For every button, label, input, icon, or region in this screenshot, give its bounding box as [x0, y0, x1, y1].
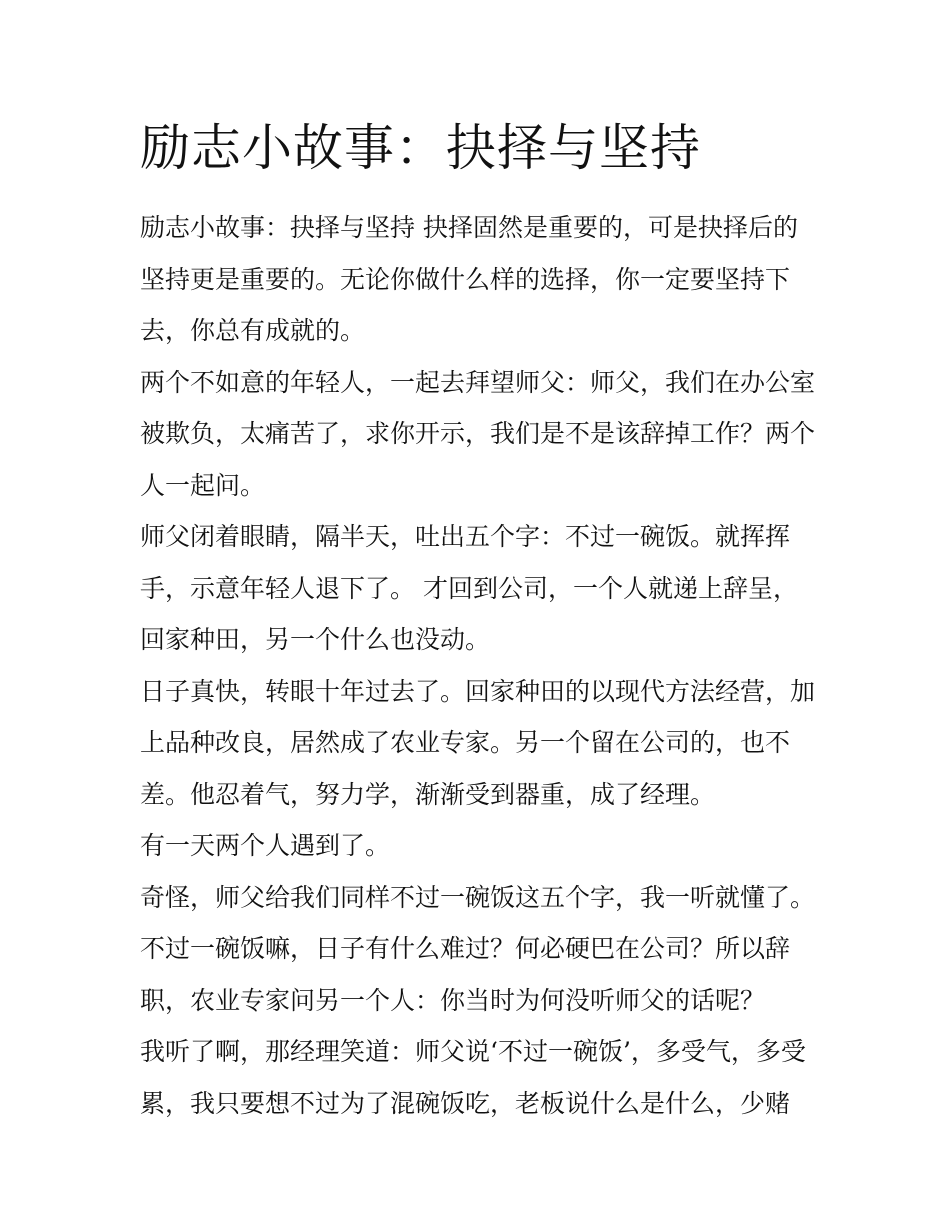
paragraph-two-young-men: 两个不如意的年轻人，一起去拜望师父：师父，我们在办公室被欺负，太痛苦了，求你开示，我们是不是该辞掉工作？两个人一起问。	[140, 367, 816, 500]
document-page	[140, 112, 818, 1129]
paragraph-farmer-question: 奇怪，师父给我们同样不过一碗饭这五个字，我一听就懂了。不过一碗饭嘛，日子有什么难过？何必硬巴在公司？所以辞职，农业专家问另一个人：你当时为何没听师父的话呢？	[140, 882, 816, 1015]
paragraph-intro: 励志小故事：抉择与坚持 抉择固然是重要的，可是抉择后的坚持更是重要的。无论你做什么样的选择，你一定要坚持下去，你总有成就的。	[140, 213, 798, 345]
paragraph-manager-reply: 我听了啊，那经理笑道：师父说‘不过一碗饭’，多受气，多受累，我只要想不过为了混碗饭吃，老板说什么是什么，少赌	[140, 1037, 806, 1118]
paragraph-meeting: 有一天两个人遇到了。	[140, 831, 391, 860]
paragraph-master-answer: 师父闭着眼睛，隔半天，吐出五个字：不过一碗饭。就挥挥手，示意年轻人退下了。 才回到公司，一个人就递上辞呈，回家种田，另一个什么也没动。	[140, 522, 798, 654]
document-title: 励志小故事：抉择与坚持	[140, 119, 701, 177]
paragraph-ten-years-later: 日子真快，转眼十年过去了。回家种田的以现代方法经营，加上品种改良，居然成了农业专家。另一个留在公司的，也不差。他忍着气，努力学，渐渐受到器重，成了经理。	[140, 676, 816, 809]
